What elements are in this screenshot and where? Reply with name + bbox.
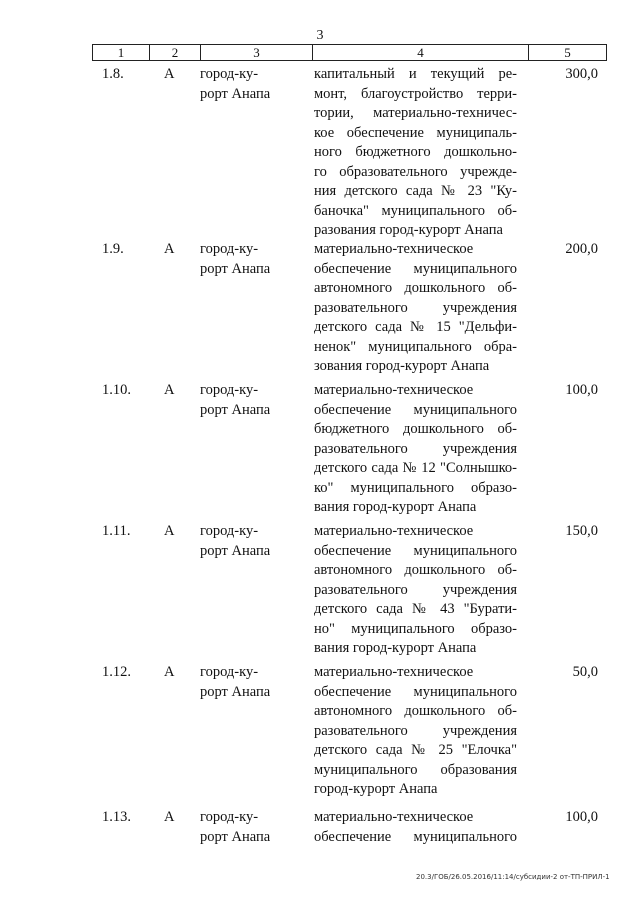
description-line: обеспечение муниципального — [314, 401, 517, 418]
row-description — [314, 522, 517, 659]
row-category: А — [164, 241, 175, 257]
territory-line: город-ку- — [200, 809, 259, 825]
description-line: ненок" муниципального обра- — [314, 338, 517, 355]
row-territory — [200, 808, 290, 847]
description-line: автономного дошкольного об- — [314, 703, 517, 719]
description-line: материально-техническое — [314, 382, 474, 398]
description-line: разовательного учреждения — [314, 440, 517, 457]
territory-line: город-ку- — [200, 664, 259, 680]
header-col-1: 1 — [93, 45, 150, 60]
territory-line: город-ку- — [200, 382, 259, 398]
description-line: автономного дошкольного об- — [314, 562, 517, 578]
row-amount: 150,0 — [565, 523, 598, 539]
header-col-3: 3 — [201, 45, 313, 60]
row-territory — [200, 663, 290, 702]
description-line: ного бюджетного дошкольно- — [314, 144, 517, 160]
row-territory — [200, 522, 290, 561]
page-number: 3 — [316, 28, 324, 43]
row-description — [314, 65, 517, 241]
description-line: монт, благоустройство терри- — [314, 85, 517, 102]
description-line: бюджетного дошкольного об- — [314, 421, 517, 437]
row-territory — [200, 65, 290, 104]
territory-line: рорт Анапа — [200, 260, 271, 277]
row-description — [314, 381, 517, 518]
table-header — [92, 44, 607, 61]
row-number: 1.8. — [102, 66, 124, 82]
header-col-4: 4 — [313, 45, 529, 60]
row-amount: 100,0 — [565, 382, 598, 398]
description-line: материально-техническое — [314, 241, 474, 257]
row-amount: 100,0 — [565, 809, 598, 825]
row-number: 1.9. — [102, 241, 124, 257]
row-category: А — [164, 664, 175, 680]
territory-line: город-ку- — [200, 241, 259, 257]
row-number: 1.11. — [102, 523, 131, 539]
territory-line: город-ку- — [200, 523, 259, 539]
description-line: зования город-курорт Анапа — [314, 358, 490, 374]
description-line: муниципального образования — [314, 761, 517, 778]
territory-line: рорт Анапа — [200, 542, 271, 559]
description-line: ко" муниципального образо- — [314, 479, 517, 496]
row-territory — [200, 240, 290, 279]
description-line: обеспечение муниципального — [314, 260, 517, 277]
description-line: кое обеспечение муниципаль- — [314, 124, 517, 141]
description-line: автономного дошкольного об- — [314, 280, 517, 296]
description-line: но" муниципального образо- — [314, 620, 517, 637]
description-line: обеспечение муниципального — [314, 828, 517, 845]
description-line: баночка" муниципального об- — [314, 202, 517, 219]
header-col-5: 5 — [564, 45, 571, 60]
row-description — [314, 240, 517, 377]
footer-code: 20.3/ГОБ/26.05.2016/11:14/субсидии-2 от-ТП-ПРИЛ-1 — [416, 873, 610, 881]
row-category: А — [164, 523, 175, 539]
description-line: город-курорт Анапа — [314, 781, 438, 797]
description-line: го образовательного учрежде- — [314, 163, 517, 180]
description-line: детского сада № 25 "Елочка" — [314, 742, 517, 758]
row-number: 1.10. — [102, 382, 131, 398]
row-description — [314, 808, 517, 847]
description-line: детского сада № 12 "Солнышко- — [314, 460, 517, 476]
row-territory — [200, 381, 290, 420]
description-line: ния детского сада № 23 "Ку- — [314, 183, 517, 199]
description-line: обеспечение муниципального — [314, 683, 517, 700]
territory-line: рорт Анапа — [200, 828, 271, 845]
description-line: материально-техническое — [314, 664, 474, 680]
description-line: обеспечение муниципального — [314, 542, 517, 559]
description-line: разования город-курорт Анапа — [314, 222, 503, 238]
row-category: А — [164, 382, 175, 398]
description-line: разовательного учреждения — [314, 581, 517, 598]
territory-line: рорт Анапа — [200, 401, 271, 418]
row-amount: 50,0 — [572, 664, 598, 680]
territory-line: город-ку- — [200, 66, 259, 82]
row-number: 1.12. — [102, 664, 131, 680]
row-description — [314, 663, 517, 800]
description-line: капитальный и текущий ре- — [314, 66, 517, 82]
row-category: А — [164, 66, 175, 82]
description-line: материально-техническое — [314, 809, 474, 825]
row-amount: 200,0 — [565, 241, 598, 257]
row-category: А — [164, 809, 175, 825]
header-col-2: 2 — [150, 45, 201, 60]
description-line: вания город-курорт Анапа — [314, 499, 477, 515]
row-amount: 300,0 — [565, 66, 598, 82]
territory-line: рорт Анапа — [200, 85, 271, 102]
row-number: 1.13. — [102, 809, 131, 825]
description-line: вания город-курорт Анапа — [314, 640, 477, 656]
description-line: разовательного учреждения — [314, 722, 517, 739]
description-line: тории, материально-техничес- — [314, 105, 517, 121]
description-line: детского сада № 15 "Дельфи- — [314, 319, 517, 335]
description-line: материально-техническое — [314, 523, 474, 539]
territory-line: рорт Анапа — [200, 683, 271, 700]
description-line: разовательного учреждения — [314, 299, 517, 316]
description-line: детского сада № 43 "Бурати- — [314, 601, 517, 617]
